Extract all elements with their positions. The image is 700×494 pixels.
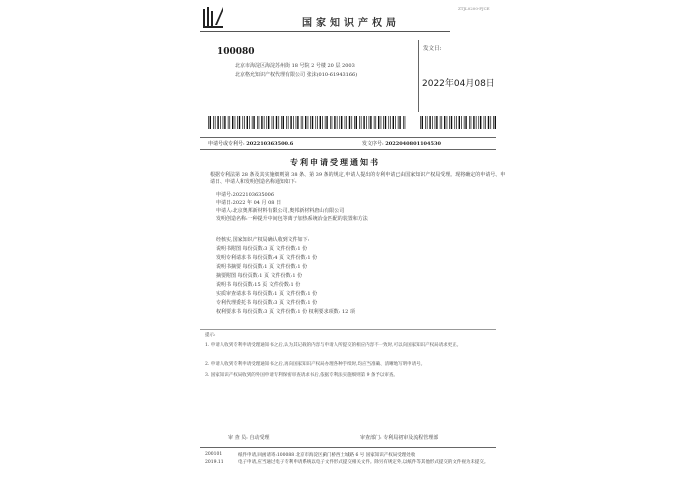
application-number-row: 申请号或专利号: 202210363500.6 (208, 141, 294, 147)
patent-office-emblem-icon (202, 5, 224, 29)
received-item: 实质审查请求书 每份页数:1 页 文件份数:1 份 (216, 291, 318, 297)
received-item: 说明书附图 每份页数:3 页 文件份数:1 份 (216, 246, 308, 252)
footer-paper-mail: 纸件申请,回函请寄:100088 北京市海淀区蓟门桥西土城路 6 号 国家知识产权局受理处收 (238, 453, 416, 458)
received-item: 权利要求书 每份页数:3 页 文件份数:1 份 权利要求项数: 12 项 (216, 309, 355, 315)
corner-code: ZTJL0200-FJCE (458, 6, 490, 11)
address-line-2: 北京格允知识产权代理有限公司 张沫(010-61943166) (235, 72, 358, 78)
received-item: 说明书 每份页数:15 页 文件份数:1 份 (216, 282, 301, 288)
field-application-date: 申请日:2022 年 04 月 08 日 (216, 200, 282, 206)
footer-divider (200, 447, 496, 448)
form-version: 2019.11 (205, 460, 224, 465)
id-divider-top (200, 137, 496, 138)
notice-title: 专利申请受理通知书 (290, 158, 380, 167)
send-date: 2022年04月08日 (422, 79, 495, 89)
note-item: 3. 国家知识产权局收到的外国申请专利保密审查请求书后,依据专利法实施细则第 9 条予以审查。 (205, 373, 398, 378)
id-divider-bottom (200, 149, 496, 150)
notes-divider (200, 329, 496, 330)
field-invention-title: 发明创造名称:一种提升中间包等离子加热系统冶金匹配的装置和方法 (216, 216, 368, 222)
barcode-right-icon (420, 116, 498, 129)
document-number: 2022040801104530 (385, 141, 441, 147)
notes-title: 提示: (205, 333, 216, 338)
header-divider (200, 31, 450, 32)
postcode: 100080 (217, 47, 255, 57)
examiner: 审 查 员: 自动受理 (228, 435, 270, 441)
received-item: 发明专利请求书 每份页数:4 页 文件份数:1 份 (216, 255, 318, 261)
issuing-office: 国家知识产权局 (302, 18, 400, 29)
address-line-1: 北京市海淀区海淀苏州街 18 号院 2 号楼 20 层 2003 (235, 63, 355, 69)
footer-electronic: 电子申请,应当通过电子专利申请系统以电子文件形式提交相关文件。除另有规定外,以纸件等其他形式提交的文件视为未提交。 (238, 460, 489, 465)
received-item: 专利代理委托书 每份页数:3 页 文件份数:1 份 (216, 300, 318, 306)
application-number: 202210363500.6 (246, 141, 294, 147)
examination-department: 审查部门: 专利局初审及流程管理部 (360, 435, 439, 441)
received-title: 经核实,国家知识产权局确认收到文件如下: (216, 237, 310, 243)
field-applicant: 申请人:北京奥邦新材料有限公司,奥邦新材料唐山有限公司 (216, 208, 345, 214)
send-date-label: 发文日: (423, 46, 442, 52)
note-item: 2. 申请人收到专利申请受理通知书之后,再向国家知识产权局办理各种手续时,均应当准确、清晰地写明申请号。 (205, 362, 426, 367)
note-item: 1. 申请人收到专利申请受理通知书之后,认为其记载的内容与申请人所提交的相应内容不一致时,可以向国家知识产权局请求更正。 (205, 343, 462, 348)
barcode-left-icon (208, 116, 408, 129)
field-application-number: 申请号:2022103635006 (216, 192, 275, 198)
document-number-row: 发文序号: 2022040801104530 (362, 141, 441, 147)
received-item: 摘要附图 每份页数:1 页 文件份数:1 份 (216, 273, 303, 279)
received-item: 说明书摘要 每份页数:1 页 文件份数:1 份 (216, 264, 308, 270)
form-code: 200101 (205, 452, 223, 457)
intro-paragraph: 根据专利法第 28 条及其实施细则第 38 条、第 39 条的规定,申请人提出的专利申请已由国家知识产权局受理。现将确定的申请号、申请日、申请人和发明创造名称通知如下: (210, 172, 506, 185)
